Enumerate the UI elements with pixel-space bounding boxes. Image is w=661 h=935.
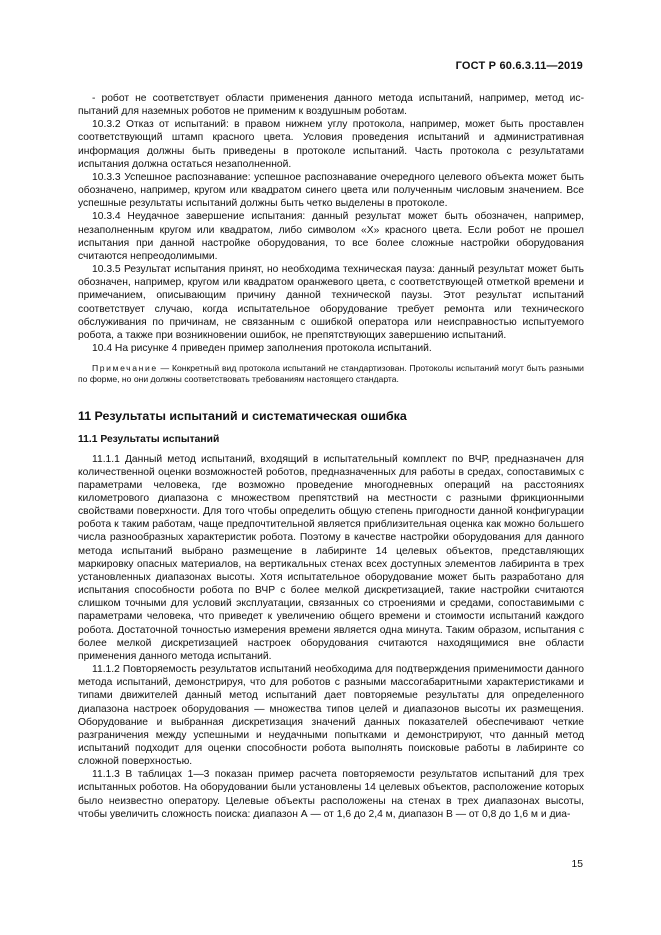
- paragraph: 10.4 На рисунке 4 приведен пример заполнения протокола испытаний.: [92, 342, 432, 354]
- subsection-heading: 11.1 Результаты испытаний: [78, 433, 220, 445]
- note-label: Примечание: [92, 363, 158, 374]
- page-content: [78, 92, 584, 821]
- page-number: 15: [571, 859, 583, 870]
- note: [78, 363, 584, 385]
- paragraph: 10.3.4 Неудачное завершение испытания: данный результат может быть обозначен, например, незаполненным кругом или квадратом, либо символом «X» красного цвета. Если робот не прошел испытания при данной настройке оборудования, то все более сложные настройки оборудования считаются непреодолимыми.: [78, 211, 584, 262]
- paragraph: 10.3.3 Успешное распознавание: успешное распознавание очередного целевого объекта может быть обозначено, например, кругом или квадратом синего цвета или полученным числовым значением. Все успешные результаты испытаний должны быть четко выделены в протоколе.: [78, 171, 584, 210]
- document-code: ГОСТ Р 60.6.3.11—2019: [455, 60, 583, 72]
- note-text: — Конкретный вид протокола испытаний не стандартизован. Протоколы испытаний могут быть разными по форме, но они должны соответствовать требованиям настоящего стандарта.: [78, 363, 584, 385]
- paragraph: 11.1.3 В таблицах 1—3 показан пример расчета повторяемости результатов испытаний для трех испытанных роботов. На оборудовании были установлены 14 целевых объектов, расположение которых было неизвестно оператору. Целевые объекты расположены на стенах в трех диапазонах высоты, чтобы увеличить сложность поиска: диапазон А — от 1,6 до 2,4 м, диапазон В — от 0,8 до 1,6 м и диа-: [78, 769, 584, 820]
- paragraph: 11.1.2 Повторяемость результатов испытаний необходима для подтверждения применимости данного метода испытаний, демонстрируя, что для роботов с разными массогабаритными характеристиками и типами движителей данный метод испытаний дает повторяемые результаты для определенного диапазона настроек оборудования — множества типов целей и диапазонов высоты их размещения. Оборудование и выбранная дискретизация значений данных показателей обеспечивают четкие разграничения между успешными и неудачными попытками и демонстрируют, что данный метод испытаний подходит для оценки способности робота выполнять поисковые работы в лабиринте со сложной поверхностью.: [78, 664, 584, 768]
- paragraph: 10.3.2 Отказ от испытаний: в правом нижнем углу протокола, например, может быть проставлен соответствующий штамп красного цвета. Условия проведения испытаний и административная информация должны быть приведены в протоколе испытаний. Часть протокола с результатами испытания должна остаться незаполненной.: [78, 119, 584, 170]
- paragraph: 10.3.5 Результат испытания принят, но необходима техническая пауза: данный результат может быть обозначен, например, кругом или квадратом оранжевого цвета, с соответствующей отметкой времени и примечанием, описывающим причину данной технической паузы. Этот результат испытаний соответствует случаю, когда испытательное оборудование требует ремонта или технического обслуживания по причинам, не связанным с ошибкой оператора или неисправностью испытуемого робота, а также при возникновении ошибок, не препятствующих завершению испытаний.: [78, 264, 584, 341]
- paragraph: 11.1.1 Данный метод испытаний, входящий в испытательный комплект по ВЧР, предназначен для количественной оценки возможностей роботов, предназначенных для работы в средах, сопоставимых с параметрами человека, где возможно проведение многодневных операций на расстояниях километрового диапазона с множеством препятствий на местности с разными фрикционными свойствами поверхности. Для того чтобы определить общую степень пригодности данной конфигурации робота к таким работам, чаще предпочтительной является приблизительная оценка как можно большего числа разнообразных характеристик робота. Поэтому в качестве настройки оборудования для данного метода испытаний выбрано размещение в лабиринте 14 целевых объектов, представляющих маркировку опасных материалов, на вертикальных стенах всех доступных элементов лабиринта в трех установленных диапазонах высоты. Хотя испытательное оборудование может быть разработано для испытания способности робота по ВЧР с более мелкой дискретизацией, такие настройки считаются слишком точными для условий эксплуатации, связанных со строениями и средами, сопоставимыми с параметрами человека, что приведет к увеличению общего времени и стоимости испытаний каждого робота. Достаточной точностью измерения времени является одна минута. Таким образом, испытания с более мелкой дискретизацией настроек оборудования считаются находящимися вне области применения данного метода испытаний.: [78, 453, 584, 662]
- section-heading: 11 Результаты испытаний и систематическая ошибка: [78, 408, 407, 423]
- paragraph: - робот не соответствует области применения данного метода испытаний, например, метод ис-пытаний для наземных роботов не применим к воздушным роботам.: [78, 93, 584, 118]
